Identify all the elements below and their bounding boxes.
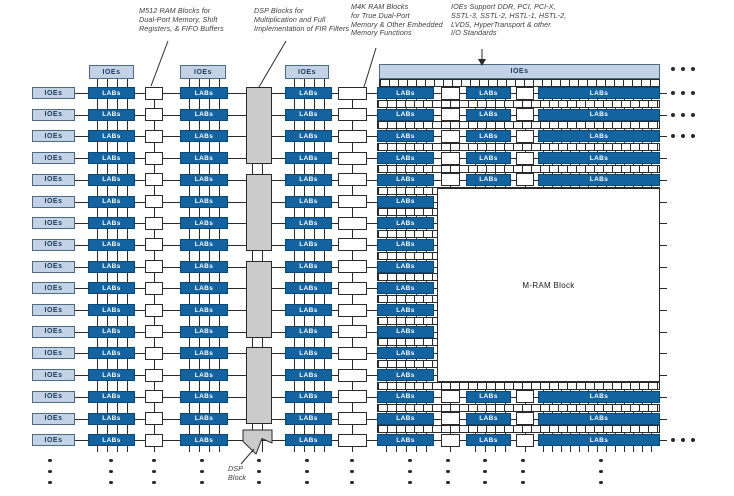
lab-block: LABs — [180, 434, 228, 446]
lab-block-wide: LABs — [538, 109, 660, 121]
lab-block: LABs — [466, 152, 511, 164]
lab-block: LABs — [466, 391, 511, 403]
ioe-block: IOEs — [32, 130, 75, 142]
ioe-block: IOEs — [32, 282, 75, 294]
lab-block: LABs — [285, 326, 332, 338]
continuation-dots-horizontal — [671, 91, 675, 95]
lab-block: LABs — [180, 217, 228, 229]
continuation-dots-horizontal — [681, 67, 685, 71]
lab-block: LABs — [180, 87, 228, 99]
continuation-dots-horizontal — [681, 91, 685, 95]
m4k-annotation: M4K RAM Blocks for True Dual-Port Memory & Other Embedded Memory Functions — [351, 2, 443, 38]
lab-block: LABs — [88, 434, 135, 446]
lab-block: LABs — [466, 109, 511, 121]
lab-block: LABs — [180, 109, 228, 121]
lab-block: LABs — [285, 196, 332, 208]
ioe-block: IOEs — [32, 391, 75, 403]
lab-block: LABs — [88, 261, 135, 273]
mram-block: M-RAM Block — [437, 188, 660, 382]
lab-block: LABs — [377, 261, 434, 273]
lab-block: LABs — [180, 413, 228, 425]
lab-block: LABs — [88, 239, 135, 251]
lab-block: LABs — [180, 261, 228, 273]
lab-block: LABs — [285, 130, 332, 142]
ioe-block: IOEs — [32, 239, 75, 251]
lab-block: LABs — [285, 369, 332, 381]
lab-block: LABs — [466, 130, 511, 142]
continuation-dots-horizontal — [681, 113, 685, 117]
lab-block: LABs — [180, 196, 228, 208]
lab-block: LABs — [285, 391, 332, 403]
continuation-dots-horizontal — [691, 113, 695, 117]
lab-block: LABs — [285, 434, 332, 446]
ioe-header: IOEs — [180, 65, 226, 79]
lab-block: LABs — [88, 196, 135, 208]
lab-block: LABs — [285, 347, 332, 359]
lab-block: LABs — [466, 413, 511, 425]
lab-block: LABs — [285, 239, 332, 251]
ioe-block: IOEs — [32, 217, 75, 229]
lab-block: LABs — [377, 217, 434, 229]
lab-block: LABs — [285, 87, 332, 99]
lab-block: LABs — [88, 152, 135, 164]
dsp-leader-line — [259, 41, 286, 87]
lab-block: LABs — [88, 87, 135, 99]
lab-block: LABs — [88, 347, 135, 359]
ioe-support-annotation: IOEs Support DDR, PCI, PCI-X, SSTL-3, SSTL-2, HSTL-1, HSTL-2, LVDS, HyperTransport & other I/O Standards — [451, 2, 567, 38]
lab-block: LABs — [88, 174, 135, 186]
ioe-block: IOEs — [32, 413, 75, 425]
lab-block: LABs — [180, 239, 228, 251]
lab-block-wide: LABs — [538, 130, 660, 142]
ioe-block: IOEs — [32, 369, 75, 381]
continuation-dots-horizontal — [691, 91, 695, 95]
lab-block: LABs — [180, 282, 228, 294]
m4k-leader-line — [364, 48, 376, 87]
dsp-annotation: DSP Blocks for Multiplication and Full Implementation of FIR Filters — [254, 6, 350, 33]
lab-block: LABs — [285, 261, 332, 273]
lab-block: LABs — [377, 347, 434, 359]
lab-block-wide: LABs — [538, 174, 660, 186]
dsp-column-end-arrow — [243, 430, 272, 454]
continuation-dots-horizontal — [671, 113, 675, 117]
lab-block: LABs — [377, 109, 434, 121]
ioe-top-bar: IOEs — [379, 64, 660, 79]
ioe-block: IOEs — [32, 304, 75, 316]
lab-block: LABs — [88, 217, 135, 229]
ioe-block: IOEs — [32, 347, 75, 359]
m512-leader-line — [151, 41, 168, 86]
lab-block: LABs — [285, 413, 332, 425]
ioe-block: IOEs — [32, 174, 75, 186]
ioe-block: IOEs — [32, 261, 75, 273]
lab-block: LABs — [180, 326, 228, 338]
lab-block-wide: LABs — [538, 391, 660, 403]
lab-block: LABs — [377, 239, 434, 251]
lab-block: LABs — [285, 152, 332, 164]
lab-block: LABs — [88, 369, 135, 381]
lab-block-wide: LABs — [538, 434, 660, 446]
lab-block: LABs — [466, 174, 511, 186]
lab-block: LABs — [88, 109, 135, 121]
lab-block: LABs — [88, 304, 135, 316]
m512-annotation: M512 RAM Blocks for Dual-Port Memory, Shift Registers, & FIFO Buffers — [139, 6, 224, 33]
continuation-dots-horizontal — [691, 67, 695, 71]
lab-block: LABs — [377, 326, 434, 338]
continuation-dots-horizontal — [671, 67, 675, 71]
lab-block: LABs — [377, 87, 434, 99]
lab-block-wide: LABs — [538, 152, 660, 164]
ioe-support-arrowhead — [478, 59, 486, 66]
lab-block: LABs — [180, 347, 228, 359]
lab-block: LABs — [88, 282, 135, 294]
dsp-block-annotation: DSP Block — [228, 464, 247, 482]
lab-block: LABs — [180, 152, 228, 164]
lab-block: LABs — [88, 326, 135, 338]
lab-block-wide: LABs — [538, 413, 660, 425]
lab-block: LABs — [377, 196, 434, 208]
lab-block: LABs — [88, 391, 135, 403]
lab-block: LABs — [285, 109, 332, 121]
lab-block: LABs — [285, 282, 332, 294]
lab-block: LABs — [285, 217, 332, 229]
lab-block: LABs — [377, 304, 434, 316]
dsp-block-leader-line — [241, 449, 254, 464]
ioe-block: IOEs — [32, 152, 75, 164]
ioe-header: IOEs — [89, 65, 134, 79]
lab-block: LABs — [377, 391, 434, 403]
ioe-block: IOEs — [32, 196, 75, 208]
lab-block: LABs — [180, 391, 228, 403]
lab-block: LABs — [377, 152, 434, 164]
lab-block: LABs — [285, 174, 332, 186]
lab-block: LABs — [466, 87, 511, 99]
lab-block: LABs — [88, 130, 135, 142]
lab-block: LABs — [377, 130, 434, 142]
lab-block: LABs — [180, 174, 228, 186]
lab-block: LABs — [180, 130, 228, 142]
ioe-header: IOEs — [285, 65, 329, 79]
ioe-block: IOEs — [32, 109, 75, 121]
ioe-block: IOEs — [32, 87, 75, 99]
lab-block: LABs — [180, 369, 228, 381]
lab-block: LABs — [180, 304, 228, 316]
lab-block: LABs — [377, 369, 434, 381]
lab-block: LABs — [285, 304, 332, 316]
ioe-block: IOEs — [32, 434, 75, 446]
lab-block: LABs — [377, 174, 434, 186]
lab-block: LABs — [88, 413, 135, 425]
lab-block: LABs — [466, 434, 511, 446]
lab-block: LABs — [377, 434, 434, 446]
ioe-block: IOEs — [32, 326, 75, 338]
lab-block: LABs — [377, 282, 434, 294]
lab-block-wide: LABs — [538, 87, 660, 99]
lab-block: LABs — [377, 413, 434, 425]
